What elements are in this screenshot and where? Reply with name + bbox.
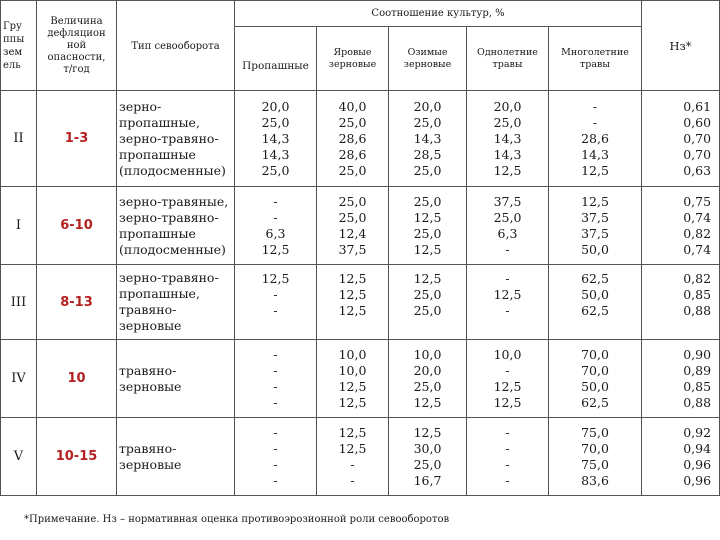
odnoletnie-cell: 10,0 - 12,5 12,5	[467, 340, 549, 418]
odnoletnie-cell: - 12,5 -	[467, 265, 549, 340]
header-propashnye: Пропашные	[235, 27, 317, 91]
amount-cell: 6-10	[37, 187, 117, 265]
table-row	[1, 340, 720, 418]
header-mnogoletnie: Многолетние травы	[549, 27, 642, 91]
propashnye-cell: 20,0 25,0 14,3 14,3 25,0	[235, 91, 317, 187]
ozimye-cell: 25,0 12,5 25,0 12,5	[389, 187, 467, 265]
group-cell: III	[1, 265, 37, 340]
group-cell: I	[1, 187, 37, 265]
type-cell: зерно-травяные, зерно-травяно- пропашные (плодосменные)	[117, 187, 235, 265]
yarovye-cell: 12,5 12,5 12,5	[317, 265, 389, 340]
header-odnoletnie: Однолетние травы	[467, 27, 549, 91]
header-type: Тип севооборота	[117, 1, 235, 91]
propashnye-cell: - - 6,3 12,5	[235, 187, 317, 265]
header-nz: Нз*	[642, 1, 720, 91]
table-row	[1, 265, 720, 340]
yarovye-cell: 10,0 10,0 12,5 12,5	[317, 340, 389, 418]
nz-cell: 0,90 0,89 0,85 0,88	[642, 340, 720, 418]
table-row	[1, 418, 720, 496]
yarovye-cell: 25,0 25,0 12,4 37,5	[317, 187, 389, 265]
yarovye-cell: 12,5 12,5 - -	[317, 418, 389, 496]
header-yarovye: Яровые зерновые	[317, 27, 389, 91]
ozimye-cell: 10,0 20,0 25,0 12,5	[389, 340, 467, 418]
amount-cell: 10	[37, 340, 117, 418]
nz-cell: 0,82 0,85 0,88	[642, 265, 720, 340]
mnogoletnie-cell: 62,5 50,0 62,5	[549, 265, 642, 340]
yarovye-cell: 40,0 25,0 28,6 28,6 25,0	[317, 91, 389, 187]
table-row	[1, 91, 720, 187]
nz-cell: 0,92 0,94 0,96 0,96	[642, 418, 720, 496]
group-cell: II	[1, 91, 37, 187]
propashnye-cell: - - - -	[235, 418, 317, 496]
group-cell: V	[1, 418, 37, 496]
type-cell: зерно- пропашные, зерно-травяно- пропашные (плодосменные)	[117, 91, 235, 187]
odnoletnie-cell: 20,0 25,0 14,3 14,3 12,5	[467, 91, 549, 187]
odnoletnie-cell: - - - -	[467, 418, 549, 496]
propashnye-cell: - - - -	[235, 340, 317, 418]
type-cell: травяно- зерновые	[117, 418, 235, 496]
mnogoletnie-cell: 75,0 70,0 75,0 83,6	[549, 418, 642, 496]
amount-cell: 10-15	[37, 418, 117, 496]
ozimye-cell: 20,0 25,0 14,3 28,5 25,0	[389, 91, 467, 187]
odnoletnie-cell: 37,5 25,0 6,3 -	[467, 187, 549, 265]
mnogoletnie-cell: 12,5 37,5 37,5 50,0	[549, 187, 642, 265]
header-ratio: Соотношение культур, %	[235, 1, 642, 27]
amount-cell: 1-3	[37, 91, 117, 187]
mnogoletnie-cell: - - 28,6 14,3 12,5	[549, 91, 642, 187]
nz-cell: 0,61 0,60 0,70 0,70 0,63	[642, 91, 720, 187]
header-group: Гру ппы зем ель	[1, 1, 37, 91]
ozimye-cell: 12,5 30,0 25,0 16,7	[389, 418, 467, 496]
ozimye-cell: 12,5 25,0 25,0	[389, 265, 467, 340]
mnogoletnie-cell: 70,0 70,0 50,0 62,5	[549, 340, 642, 418]
header-amount: Величина дефляцион ной опасности, т/год	[37, 1, 117, 91]
table-row	[1, 187, 720, 265]
footnote: *Примечание. Нз – нормативная оценка противоэрозионной роли севооборотов	[24, 514, 450, 525]
group-cell: IV	[1, 340, 37, 418]
header-ozimye: Озимые зерновые	[389, 27, 467, 91]
nz-cell: 0,75 0,74 0,82 0,74	[642, 187, 720, 265]
amount-cell: 8-13	[37, 265, 117, 340]
type-cell: травяно- зерновые	[117, 340, 235, 418]
type-cell: зерно-травяно- пропашные, травяно- зерновые	[117, 265, 235, 340]
propashnye-cell: 12,5 - -	[235, 265, 317, 340]
